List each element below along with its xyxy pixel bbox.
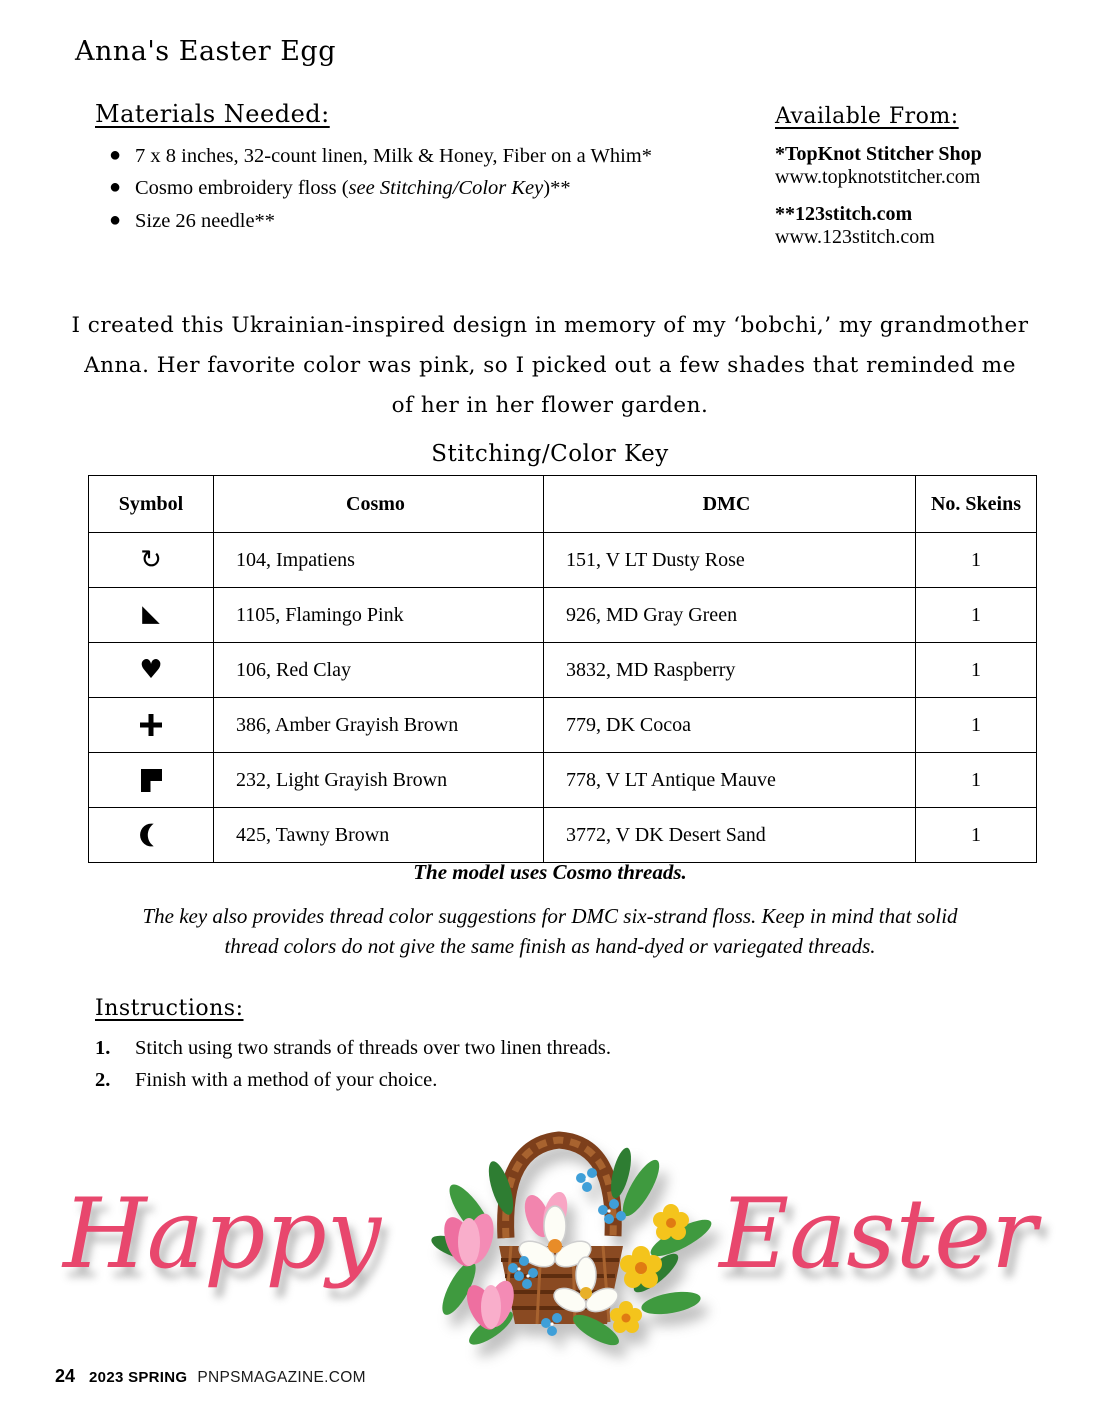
dmc-cell: 778, V LT Antique Mauve xyxy=(544,753,916,808)
shop-name: **123stitch.com xyxy=(775,203,913,225)
shop-url: www.topknotstitcher.com xyxy=(775,166,981,188)
column-header-skeins: No. Skeins xyxy=(916,476,1037,533)
table-row xyxy=(89,753,1037,808)
material-text: )** xyxy=(543,177,571,200)
symbol-cell xyxy=(89,753,214,808)
step-number: 2. xyxy=(95,1068,111,1091)
dmc-cell: 926, MD Gray Green xyxy=(544,588,916,643)
table-row xyxy=(89,698,1037,753)
instruction-step xyxy=(95,1065,855,1097)
shop-name: *TopKnot Stitcher Shop xyxy=(775,143,982,165)
intro-paragraph: I created this Ukrainian-inspired design in memory of my ‘bobchi,’ my grandmother Anna. Her favorite color was pink, so I picked out a few shades that reminded me of her in her flower garden. xyxy=(71,313,1029,418)
skeins-cell: 1 xyxy=(916,808,1037,863)
bullet-icon: ● xyxy=(109,144,122,166)
bullet-icon: ● xyxy=(109,208,122,231)
available-from-section xyxy=(775,104,1075,249)
available-from-heading: Available From: xyxy=(775,104,959,129)
page-number: 24 xyxy=(55,1366,76,1386)
material-text: 7 x 8 inches, 32-count linen, Milk & Honey, Fiber on a Whim* xyxy=(135,145,652,167)
skeins-cell: 1 xyxy=(916,753,1037,808)
happy-easter-banner xyxy=(55,1118,1045,1350)
column-header-dmc: DMC xyxy=(544,476,916,533)
skeins-cell: 1 xyxy=(916,698,1037,753)
table-row xyxy=(89,643,1037,698)
step-text: Stitch using two strands of threads over two linen threads. xyxy=(135,1037,611,1059)
symbol-cell xyxy=(89,533,214,588)
cosmo-cell: 106, Red Clay xyxy=(214,643,544,698)
easter-flower-basket-icon xyxy=(341,1118,771,1350)
dmc-cell: 151, V LT Dusty Rose xyxy=(544,533,916,588)
model-threads-note: The model uses Cosmo threads. xyxy=(413,860,687,884)
bullet-icon: ● xyxy=(109,176,122,199)
table-row xyxy=(89,588,1037,643)
symbol-cell xyxy=(89,698,214,753)
list-item xyxy=(109,205,755,237)
corner-flag-icon xyxy=(140,768,163,793)
skeins-cell: 1 xyxy=(916,533,1037,588)
list-item xyxy=(109,172,755,204)
heart-icon: ♥ xyxy=(139,654,163,685)
instructions-heading: Instructions: xyxy=(95,996,244,1021)
cosmo-cell: 1105, Flamingo Pink xyxy=(214,588,544,643)
symbol-cell xyxy=(89,808,214,863)
shop-url: www.123stitch.com xyxy=(775,226,935,248)
symbol-cell xyxy=(89,588,214,643)
dmc-cell: 3832, MD Raspberry xyxy=(544,643,916,698)
cosmo-cell: 104, Impatiens xyxy=(214,533,544,588)
symbol-cell xyxy=(89,643,214,698)
banner-word-easter: Easter xyxy=(719,1178,1037,1290)
page-footer xyxy=(55,1366,366,1387)
list-item xyxy=(109,140,755,172)
material-text: Cosmo embroidery floss ( xyxy=(135,177,349,200)
materials-section xyxy=(95,100,755,237)
notes-section xyxy=(135,860,965,962)
skeins-cell: 1 xyxy=(916,643,1037,698)
lower-left-triangle-icon: ◣ xyxy=(142,601,160,627)
cosmo-cell: 425, Tawny Brown xyxy=(214,808,544,863)
heavy-plus-icon xyxy=(139,713,163,737)
issue-label: 2023 SPRING xyxy=(89,1369,188,1386)
website-label: PNPSMAGAZINE.COM xyxy=(197,1369,366,1386)
step-text: Finish with a method of your choice. xyxy=(135,1068,438,1091)
material-text: Size 26 needle** xyxy=(135,209,276,232)
dmc-cell: 3772, V DK Desert Sand xyxy=(544,808,916,863)
table-header-row xyxy=(89,476,1037,533)
table-row xyxy=(89,533,1037,588)
color-key-title: Stitching/Color Key xyxy=(431,441,669,467)
materials-heading: Materials Needed: xyxy=(95,100,330,128)
table-row xyxy=(89,808,1037,863)
cosmo-cell: 232, Light Grayish Brown xyxy=(214,753,544,808)
dmc-cell: 779, DK Cocoa xyxy=(544,698,916,753)
instructions-section xyxy=(95,996,855,1097)
materials-list xyxy=(95,140,755,237)
thread-suggestion-note: The key also provides thread color suggestions for DMC six-strand floss. Keep in mind that solid thread colors do not give the same finish as hand-dyed or variegated threads. xyxy=(142,904,958,959)
skeins-cell: 1 xyxy=(916,588,1037,643)
crescent-moon-icon xyxy=(138,821,164,849)
page-title: Anna's Easter Egg xyxy=(75,36,336,67)
material-text-italic: see Stitching/Color Key xyxy=(348,177,544,200)
step-number: 1. xyxy=(95,1037,111,1059)
banner-word-happy: Happy xyxy=(63,1178,382,1290)
color-key-table xyxy=(88,475,1037,863)
circular-arrow-icon: ↻ xyxy=(140,544,162,575)
instruction-step xyxy=(95,1033,855,1065)
column-header-cosmo: Cosmo xyxy=(214,476,544,533)
cosmo-cell: 386, Amber Grayish Brown xyxy=(214,698,544,753)
column-header-symbol: Symbol xyxy=(89,476,214,533)
